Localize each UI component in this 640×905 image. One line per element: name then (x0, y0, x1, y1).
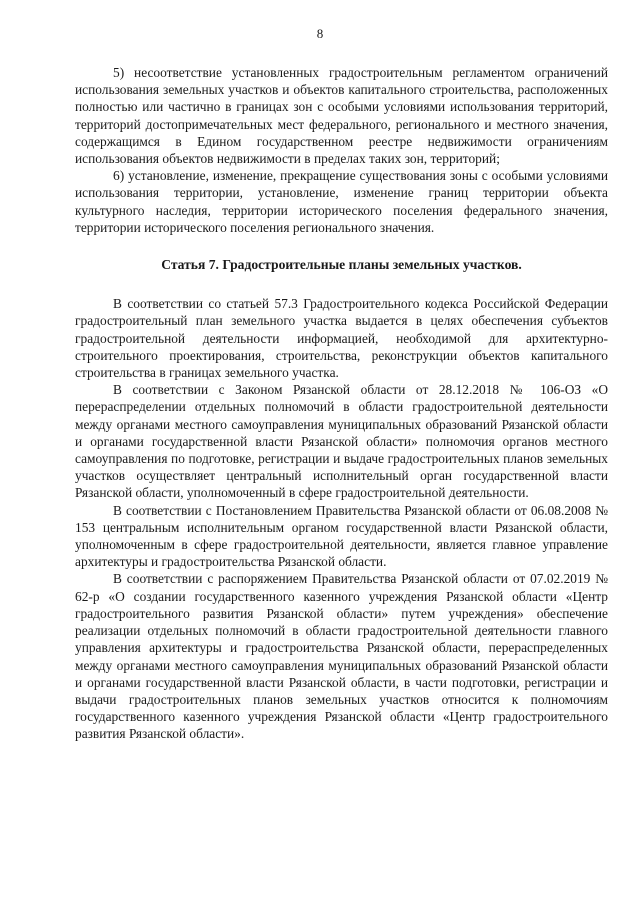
paragraph-item-6: 6) установление, изменение, прекращение существования зоны с особыми условиями использования территории, установление, изменение границ территории объекта культурного наследия, территории исторического поселения федерального значения, территории исторического поселения регионального значения. (75, 168, 608, 235)
paragraph-item-5: 5) несоответствие установленных градостроительным регламентом ограничений использования земельных участков и объектов капитального строительства, расположенных полностью или частично в границах зон с особыми условиями использования территорий, территорий достопримечательных мест федерального, регионального и местного значения, содержащимся в Едином государственном реестре недвижимости ограничениям использования объектов недвижимости в пределах таких зон, территорий; (75, 65, 608, 167)
paragraph-article-7-2: В соответствии с Законом Рязанской области от 28.12.2018 № 106-ОЗ «О перераспределении отдельных полномочий в области градостроительной деятельности между органами местного самоуправления муниципальных образований Рязанской области и органами государственной власти Рязанской области» полномочия органов местного самоуправления по подготовке, регистрации и выдаче градостроительных планов земельных участков осуществляет центральный исполнительный орган государственной власти Рязанской области, уполномоченный в сфере градостроительной деятельности. (75, 382, 608, 501)
page-content (75, 64, 608, 743)
page-number: 8 (316, 26, 324, 41)
paragraph-article-7-1: В соответствии со статьей 57.3 Градостроительного кодекса Российской Федерации градостроительный план земельного участка выдается в целях обеспечения субъектов градостроительной деятельности информацией, необходимой для архитектурно-строительного проектирования, строительства, реконструкции объектов капитального строительства в границах земельного участка. (75, 296, 608, 381)
paragraph-article-7-4: В соответствии с распоряжением Правительства Рязанской области от 07.02.2019 № 62-р «О создании государственного казенного учреждения Рязанской области «Центр градостроительного развития Рязанской области» путем учреждения» обеспечение реализации отдельных полномочий в области градостроительной деятельности главного управления архитектуры и градостроительства Рязанской области, перераспределенных между органами местного самоуправления муниципальных образований Рязанской области и органами государственной власти Рязанской области, в части подготовки, регистрации и выдачи градостроительных планов земельных участков относится к полномочиям государственного казенного учреждения Рязанской области «Центр градостроительного развития Рязанской области». (75, 571, 608, 742)
article-heading: Статья 7. Градостроительные планы земельных участков. (161, 257, 522, 273)
paragraph-article-7-3: В соответствии с Постановлением Правительства Рязанской области от 06.08.2008 № 153 центральным исполнительным органом государственной власти Рязанской области, уполномоченным в сфере градостроительной деятельности, является главное управление архитектуры и градостроительства Рязанской области. (75, 502, 608, 570)
